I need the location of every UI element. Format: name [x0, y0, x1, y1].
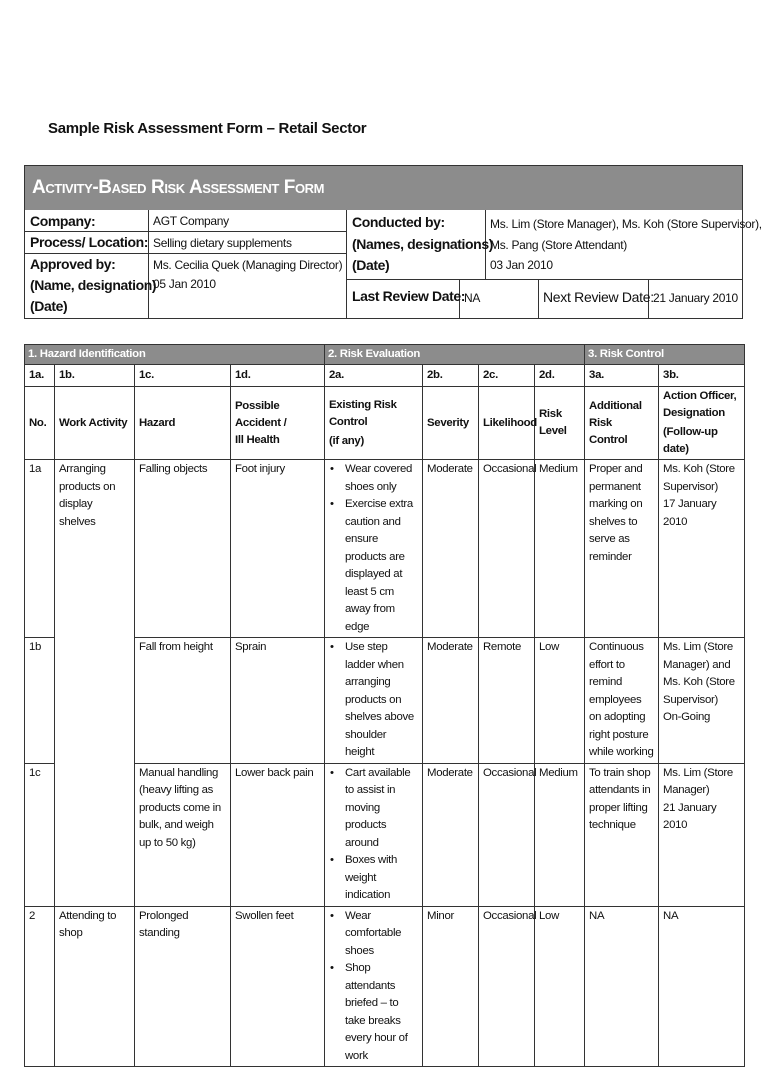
- severity-cell: Minor: [423, 906, 479, 1067]
- risk-assessment-table: [24, 344, 745, 1067]
- approved-label-name: (Name, designation): [30, 277, 157, 293]
- header-possible-accident-line-1: Possible Accident /: [235, 399, 287, 429]
- last-review-value: NA: [464, 291, 481, 305]
- action-officer-name: NA: [663, 909, 679, 922]
- row-number: 1a: [25, 460, 55, 638]
- header-existing-control: [325, 387, 423, 460]
- header-likelihood: Likelihood: [479, 387, 535, 460]
- approved-date-value: 05 Jan 2010: [153, 277, 216, 291]
- header-additional-control: [585, 387, 659, 460]
- code-2b: 2b.: [423, 365, 479, 387]
- hazard-cell: Manual handling (heavy lifting as products come in bulk, and weigh up to 50 kg): [135, 763, 231, 906]
- conducted-date-value: 03 Jan 2010: [490, 258, 553, 272]
- company-value: AGT Company: [153, 214, 229, 228]
- code-1d: 1d.: [231, 365, 325, 387]
- code-3a: 3a.: [585, 365, 659, 387]
- existing-control-cell: [325, 460, 423, 638]
- existing-control-item: • Boxes with weight indication: [345, 852, 418, 905]
- action-officer-name: Ms. Lim (Store Manager) and Ms. Koh (Store Supervisor): [663, 641, 735, 706]
- existing-control-cell: [325, 638, 423, 764]
- section-risk-evaluation: 2. Risk Evaluation: [325, 345, 585, 365]
- action-officer-name: Ms. Koh (Store Supervisor): [663, 463, 735, 493]
- existing-control-item: • Cart available to assist in moving products around: [345, 765, 418, 853]
- risk-level-cell: Low: [535, 638, 585, 764]
- header-work-activity: Work Activity: [55, 387, 135, 460]
- work-activity-cell: [55, 763, 135, 906]
- additional-control-cell: Proper and permanent marking on shelves to serve as reminder: [585, 460, 659, 638]
- last-review-label: Last Review Date:: [352, 288, 466, 304]
- additional-control-cell: To train shop attendants in proper lifting technique: [585, 763, 659, 906]
- severity-cell: Moderate: [423, 638, 479, 764]
- likelihood-cell: Occasional: [479, 763, 535, 906]
- likelihood-cell: Remote: [479, 638, 535, 764]
- action-officer-cell: [659, 460, 745, 638]
- action-officer-cell: [659, 906, 745, 1067]
- column-header-row: [25, 387, 745, 460]
- header-risk-level-line-1: Risk: [539, 408, 562, 420]
- header-existing-control-line-3: (if any): [329, 434, 364, 447]
- hazard-cell: Fall from height: [135, 638, 231, 764]
- action-officer-cell: [659, 638, 745, 764]
- conducted-names-line-1: Ms. Lim (Store Manager), Ms. Koh (Store Supervisor),: [490, 217, 762, 231]
- approved-name-value: Ms. Cecilia Quek (Managing Director): [153, 258, 343, 272]
- header-hazard: Hazard: [135, 387, 231, 460]
- code-1b: 1b.: [55, 365, 135, 387]
- risk-assessment-form-header: [24, 165, 762, 319]
- conducted-label-date: (Date): [352, 257, 390, 273]
- follow-up-date: 21 January 2010: [663, 801, 717, 831]
- next-review-value: 21 January 2010: [653, 291, 738, 305]
- header-risk-level-line-2: Level: [539, 425, 567, 437]
- header-no: No.: [25, 387, 55, 460]
- approved-label: Approved by:: [30, 256, 116, 272]
- risk-level-cell: Medium: [535, 460, 585, 638]
- conducted-names-line-2: Ms. Pang (Store Attendant): [490, 238, 627, 252]
- work-activity-cell: Attending to shop: [55, 906, 135, 1067]
- hazard-cell: Prolonged standing: [135, 906, 231, 1067]
- possible-accident-cell: Swollen feet: [231, 906, 325, 1067]
- possible-accident-cell: Foot injury: [231, 460, 325, 638]
- table-row: [25, 763, 745, 906]
- work-activity-cell: [55, 638, 135, 764]
- risk-level-cell: Medium: [535, 763, 585, 906]
- header-possible-accident-line-2: Ill Health: [235, 433, 280, 446]
- existing-control-item: • Wear comfortable shoes: [345, 908, 418, 961]
- code-1c: 1c.: [135, 365, 231, 387]
- possible-accident-cell: Sprain: [231, 638, 325, 764]
- table-row: [25, 906, 745, 1067]
- code-2d: 2d.: [535, 365, 585, 387]
- header-possible-accident: [231, 387, 325, 460]
- possible-accident-cell: Lower back pain: [231, 763, 325, 906]
- existing-control-cell: [325, 906, 423, 1067]
- section-hazard-identification: 1. Hazard Identification: [25, 345, 325, 365]
- header-existing-control-line-2: Control: [329, 415, 368, 428]
- existing-control-item: • Exercise extra caution and ensure products are displayed at least 5 cm away from edge: [345, 496, 418, 636]
- document-title: Sample Risk Assessment Form – Retail Sector: [48, 120, 367, 137]
- severity-cell: Moderate: [423, 763, 479, 906]
- likelihood-cell: Occasional: [479, 906, 535, 1067]
- header-additional-control-line-1: Additional Risk: [589, 399, 642, 429]
- process-label: Process/ Location:: [30, 234, 149, 250]
- section-risk-control: 3. Risk Control: [585, 345, 745, 365]
- conducted-label: Conducted by:: [352, 214, 445, 230]
- risk-level-cell: Low: [535, 906, 585, 1067]
- additional-control-cell: Continuous effort to remind employees on adopting right posture while working: [585, 638, 659, 764]
- work-activity-cell: Arranging products on display shelves: [55, 460, 135, 638]
- existing-control-cell: [325, 763, 423, 906]
- existing-control-item: • Wear covered shoes only: [345, 461, 418, 496]
- severity-cell: Moderate: [423, 460, 479, 638]
- header-action-officer-line-1: Action Officer,: [663, 390, 737, 402]
- hazard-cell: Falling objects: [135, 460, 231, 638]
- row-number: 2: [25, 906, 55, 1067]
- next-review-label: Next Review Date:: [543, 289, 654, 305]
- header-action-officer: [659, 387, 745, 460]
- process-value: Selling dietary supplements: [153, 236, 292, 250]
- header-action-officer-line-3: (Follow-up date): [663, 426, 718, 455]
- header-additional-control-line-2: Control: [589, 433, 628, 446]
- row-number: 1b: [25, 638, 55, 764]
- header-risk-level: [535, 387, 585, 460]
- header-severity: Severity: [423, 387, 479, 460]
- action-officer-cell: [659, 763, 745, 906]
- code-1a: 1a.: [25, 365, 55, 387]
- likelihood-cell: Occasional: [479, 460, 535, 638]
- conducted-label-names: (Names, designations): [352, 236, 493, 252]
- code-3b: 3b.: [659, 365, 745, 387]
- code-2c: 2c.: [479, 365, 535, 387]
- code-2a: 2a.: [325, 365, 423, 387]
- row-number: 1c: [25, 763, 55, 906]
- form-banner-title: Activity-Based Risk Assessment Form: [32, 177, 325, 198]
- follow-up-date: On-Going: [663, 711, 711, 723]
- table-row: [25, 460, 745, 638]
- action-officer-name: Ms. Lim (Store Manager): [663, 766, 733, 796]
- header-existing-control-line-1: Existing Risk: [329, 398, 397, 411]
- column-code-row: [25, 365, 745, 387]
- company-label: Company:: [30, 213, 96, 229]
- approved-label-date: (Date): [30, 298, 68, 314]
- form-banner: [25, 166, 742, 210]
- section-header-row: [25, 345, 745, 365]
- table-row: [25, 638, 745, 764]
- header-action-officer-line-2: Designation: [663, 407, 725, 419]
- existing-control-item: • Shop attendants briefed – to take breaks every hour of work: [345, 960, 418, 1065]
- existing-control-item: • Use step ladder when arranging products on shelves above shoulder height: [345, 639, 418, 762]
- follow-up-date: 17 January 2010: [663, 498, 717, 528]
- additional-control-cell: NA: [585, 906, 659, 1067]
